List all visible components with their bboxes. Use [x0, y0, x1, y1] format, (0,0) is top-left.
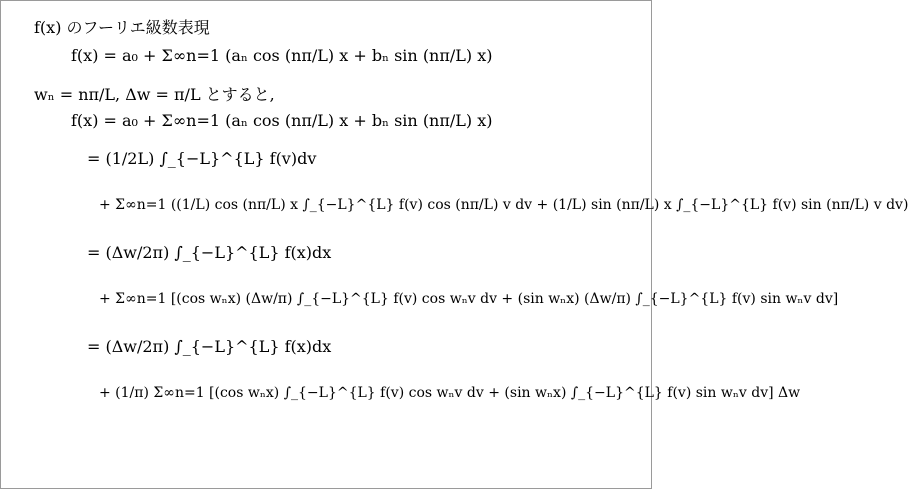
equation-line-5: + Σ∞n=1 ((1/L) cos (nπ/L) x ∫_{−L}^{L} f(v) cos (nπ/L) v dv + (1/L) sin (nπ/L) x ∫_{−L}^{L} f(v) sin (nπ/L) v dv): [99, 197, 908, 213]
equation-line-4: = (1/2L) ∫_{−L}^{L} f(v)dv: [87, 149, 317, 168]
equation-line-1: f(x) = a₀ + Σ∞n=1 (aₙ cos (nπ/L) x + bₙ sin (nπ/L) x): [71, 46, 493, 65]
equation-line-3: f(x) = a₀ + Σ∞n=1 (aₙ cos (nπ/L) x + bₙ sin (nπ/L) x): [71, 111, 493, 130]
equation-line-8: = (Δw/2π) ∫_{−L}^{L} f(x)dx: [87, 337, 332, 356]
equation-line-2: wₙ = nπ/L, Δw = π/L とすると,: [34, 85, 275, 104]
equation-line-6: = (Δw/2π) ∫_{−L}^{L} f(x)dx: [87, 243, 332, 262]
equation-line-9: + (1/π) Σ∞n=1 [(cos wₙx) ∫_{−L}^{L} f(v) cos wₙv dv + (sin wₙx) ∫_{−L}^{L} f(v) sin wₙv dv] Δw: [99, 385, 801, 401]
equation-line-7: + Σ∞n=1 [(cos wₙx) (Δw/π) ∫_{−L}^{L} f(v) cos wₙv dv + (sin wₙx) (Δw/π) ∫_{−L}^{L} f(v) sin wₙv dv]: [99, 291, 839, 307]
slide-title: f(x) のフーリエ級数表現: [34, 18, 210, 37]
